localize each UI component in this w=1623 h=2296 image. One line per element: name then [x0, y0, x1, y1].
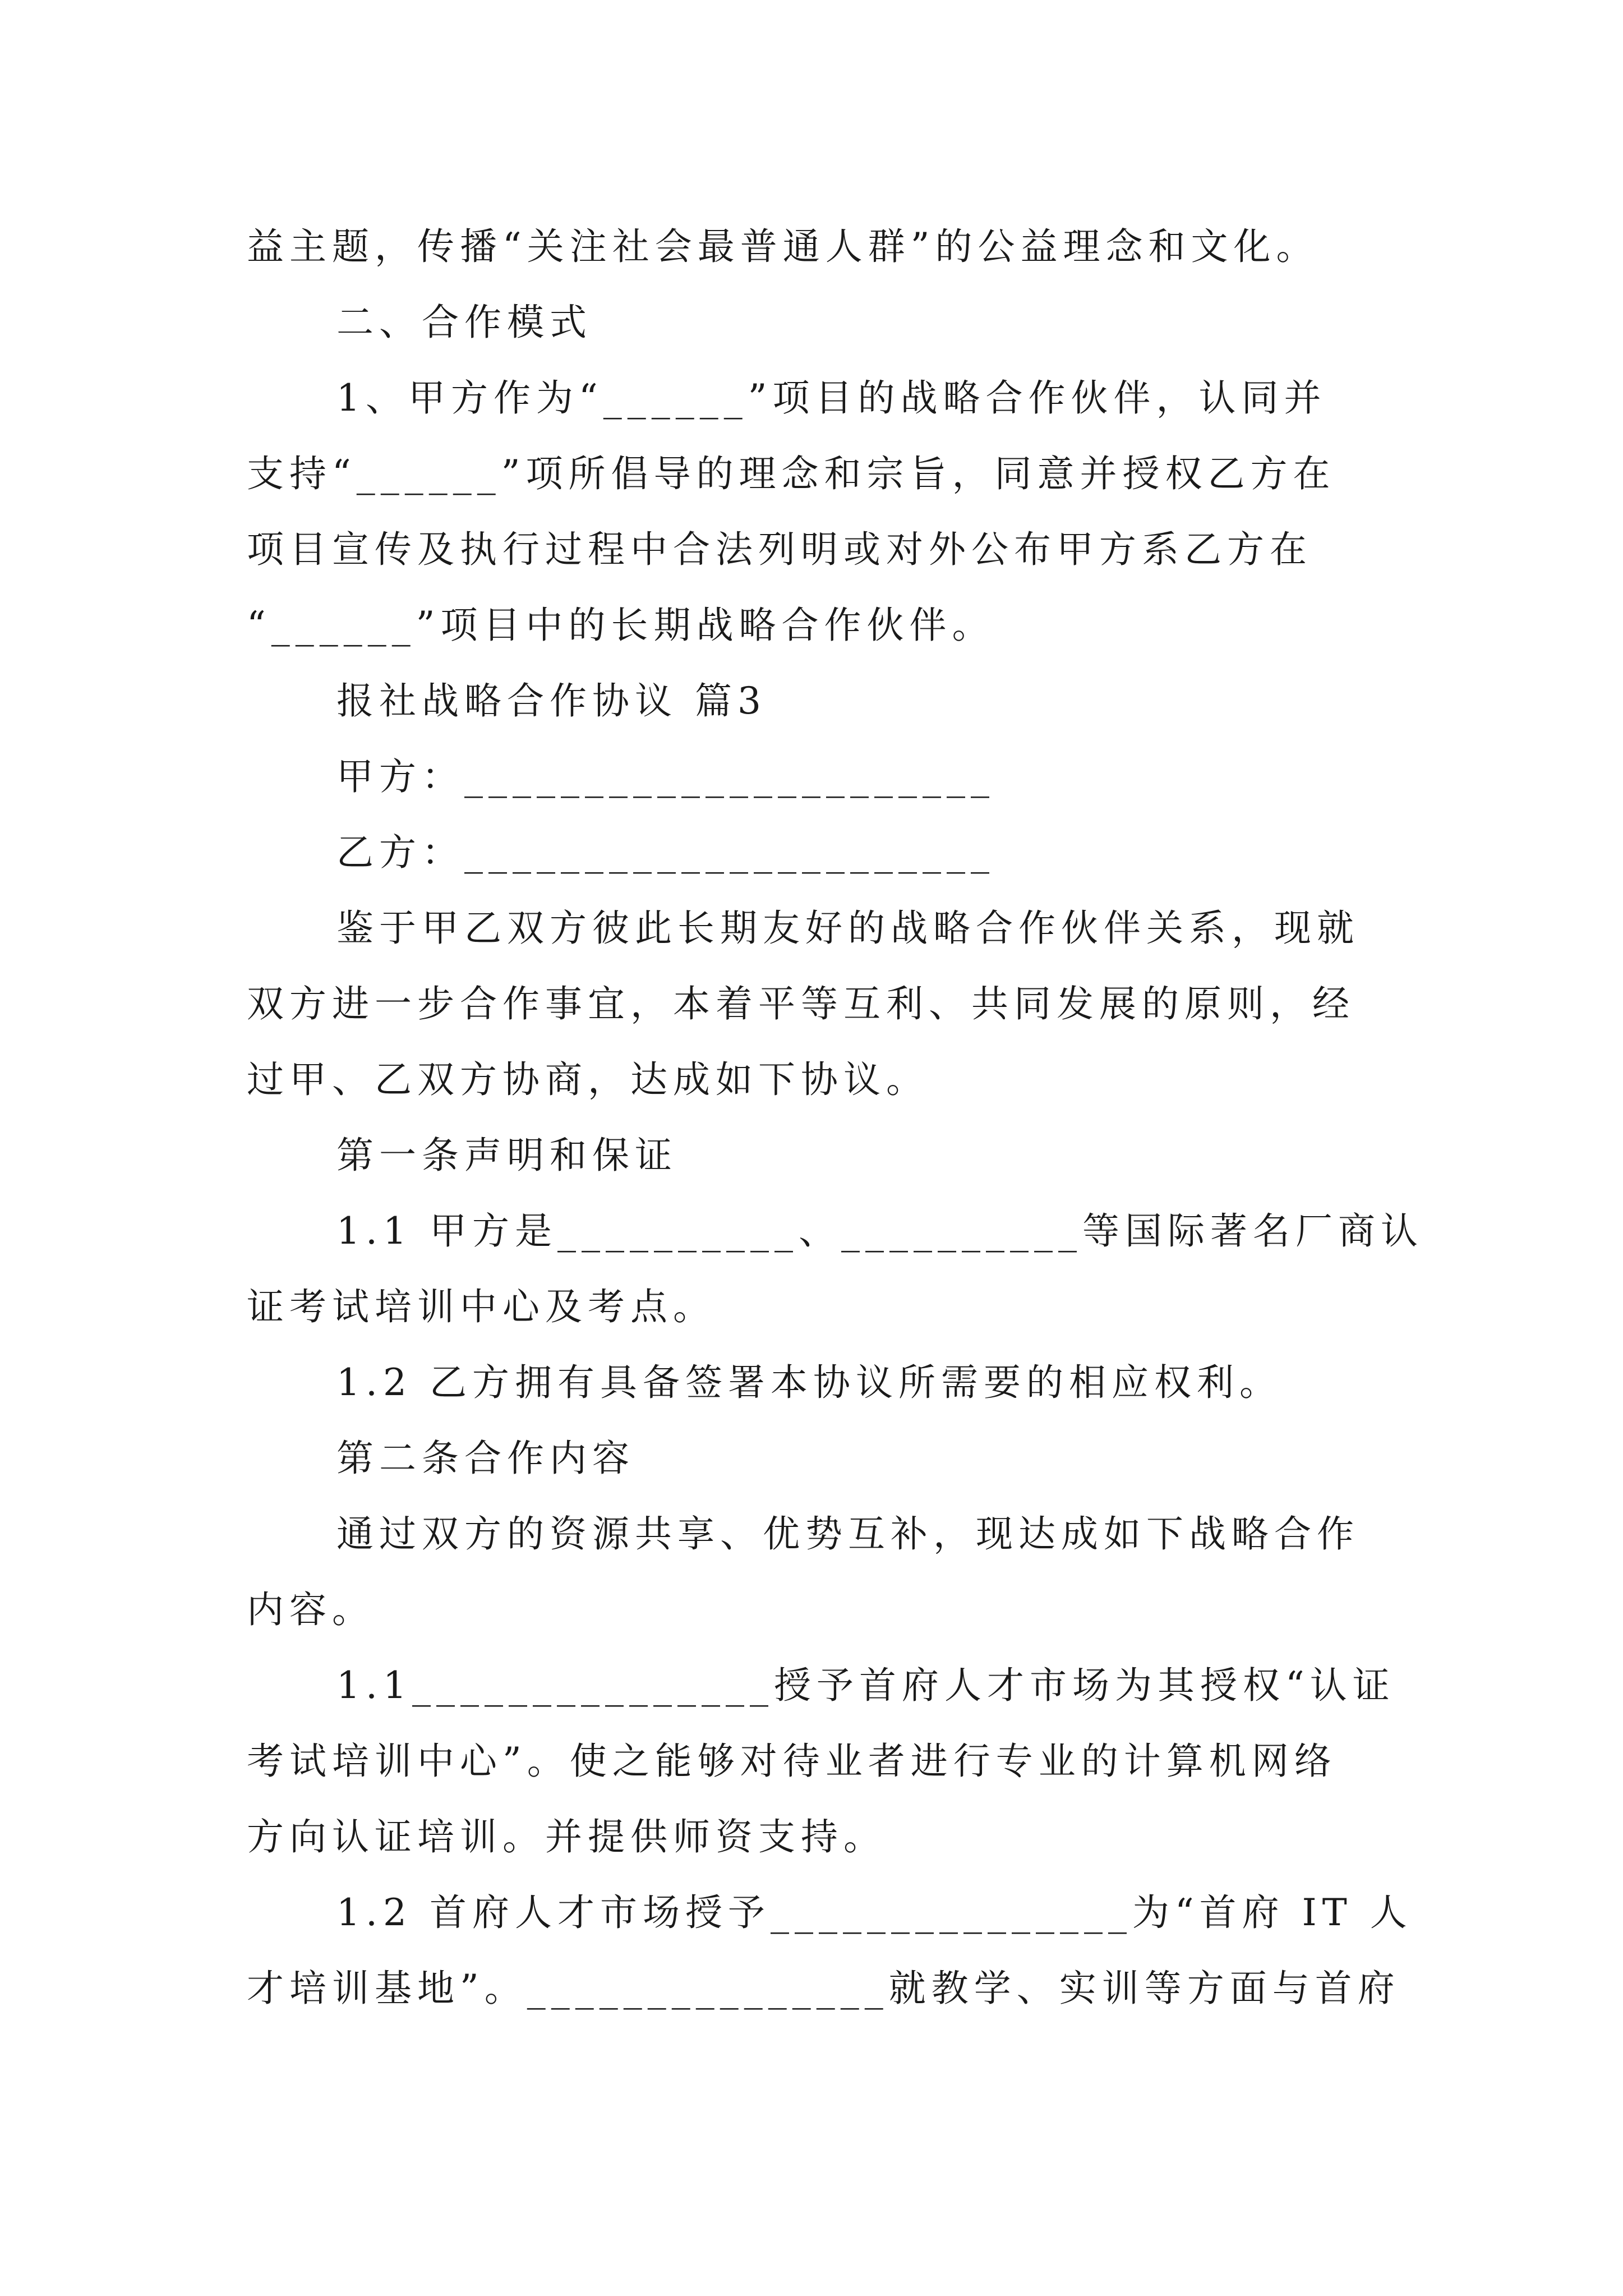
paragraph-line: 1.2 首府人才市场授予_______________为“首府 IT 人: [336, 1891, 1413, 1934]
paragraph-line: 通过双方的资源共享、优势互补，现达成如下战略合作: [336, 1512, 1359, 1556]
paragraph-line: “______”项目中的长期战略合作伙伴。: [247, 604, 995, 647]
paragraph-line: 益主题，传播“关注社会最普通人群”的公益理念和文化。: [247, 225, 1319, 268]
article-heading: 第一条声明和保证: [336, 1134, 677, 1177]
paragraph-line: 支持“______”项所倡导的理念和宗旨，同意并授权乙方在: [247, 452, 1336, 495]
paragraph-line: 考试培训中心”。使之能够对待业者进行专业的计算机网络: [247, 1740, 1337, 1783]
paragraph-line: 过甲、乙双方协商，达成如下协议。: [247, 1058, 929, 1101]
party-b-line: 乙方：______________________: [336, 831, 995, 874]
section-heading: 二、合作模式: [336, 301, 592, 344]
paragraph-line: 证考试培训中心及考点。: [247, 1285, 716, 1328]
article-heading: 第二条合作内容: [336, 1437, 635, 1480]
paragraph-line: 1.1_______________授予首府人才市场为其授权“认证: [336, 1664, 1395, 1707]
paragraph-line: 双方进一步合作事宜，本着平等互利、共同发展的原则，经: [247, 982, 1355, 1025]
paragraph-line: 方向认证培训。并提供师资支持。: [247, 1815, 886, 1858]
paragraph-line: 1.2 乙方拥有具备签署本协议所需要的相应权利。: [336, 1361, 1282, 1404]
paragraph-line: 项目宣传及执行过程中合法列明或对外公布甲方系乙方在: [247, 528, 1312, 571]
paragraph-line: 才培训基地”。_______________就教学、实训等方面与首府: [247, 1967, 1400, 2010]
paragraph-line: 1.1 甲方是__________、__________等国际著名厂商认: [336, 1209, 1423, 1253]
document-title: 报社战略合作协议 篇3: [336, 679, 767, 723]
paragraph-line: 鉴于甲乙双方彼此长期友好的战略合作伙伴关系，现就: [336, 907, 1359, 950]
paragraph-line: 内容。: [247, 1588, 375, 1631]
paragraph-line: 1、甲方作为“______”项目的战略合作伙伴，认同并: [336, 376, 1327, 420]
party-a-line: 甲方：______________________: [336, 755, 995, 798]
